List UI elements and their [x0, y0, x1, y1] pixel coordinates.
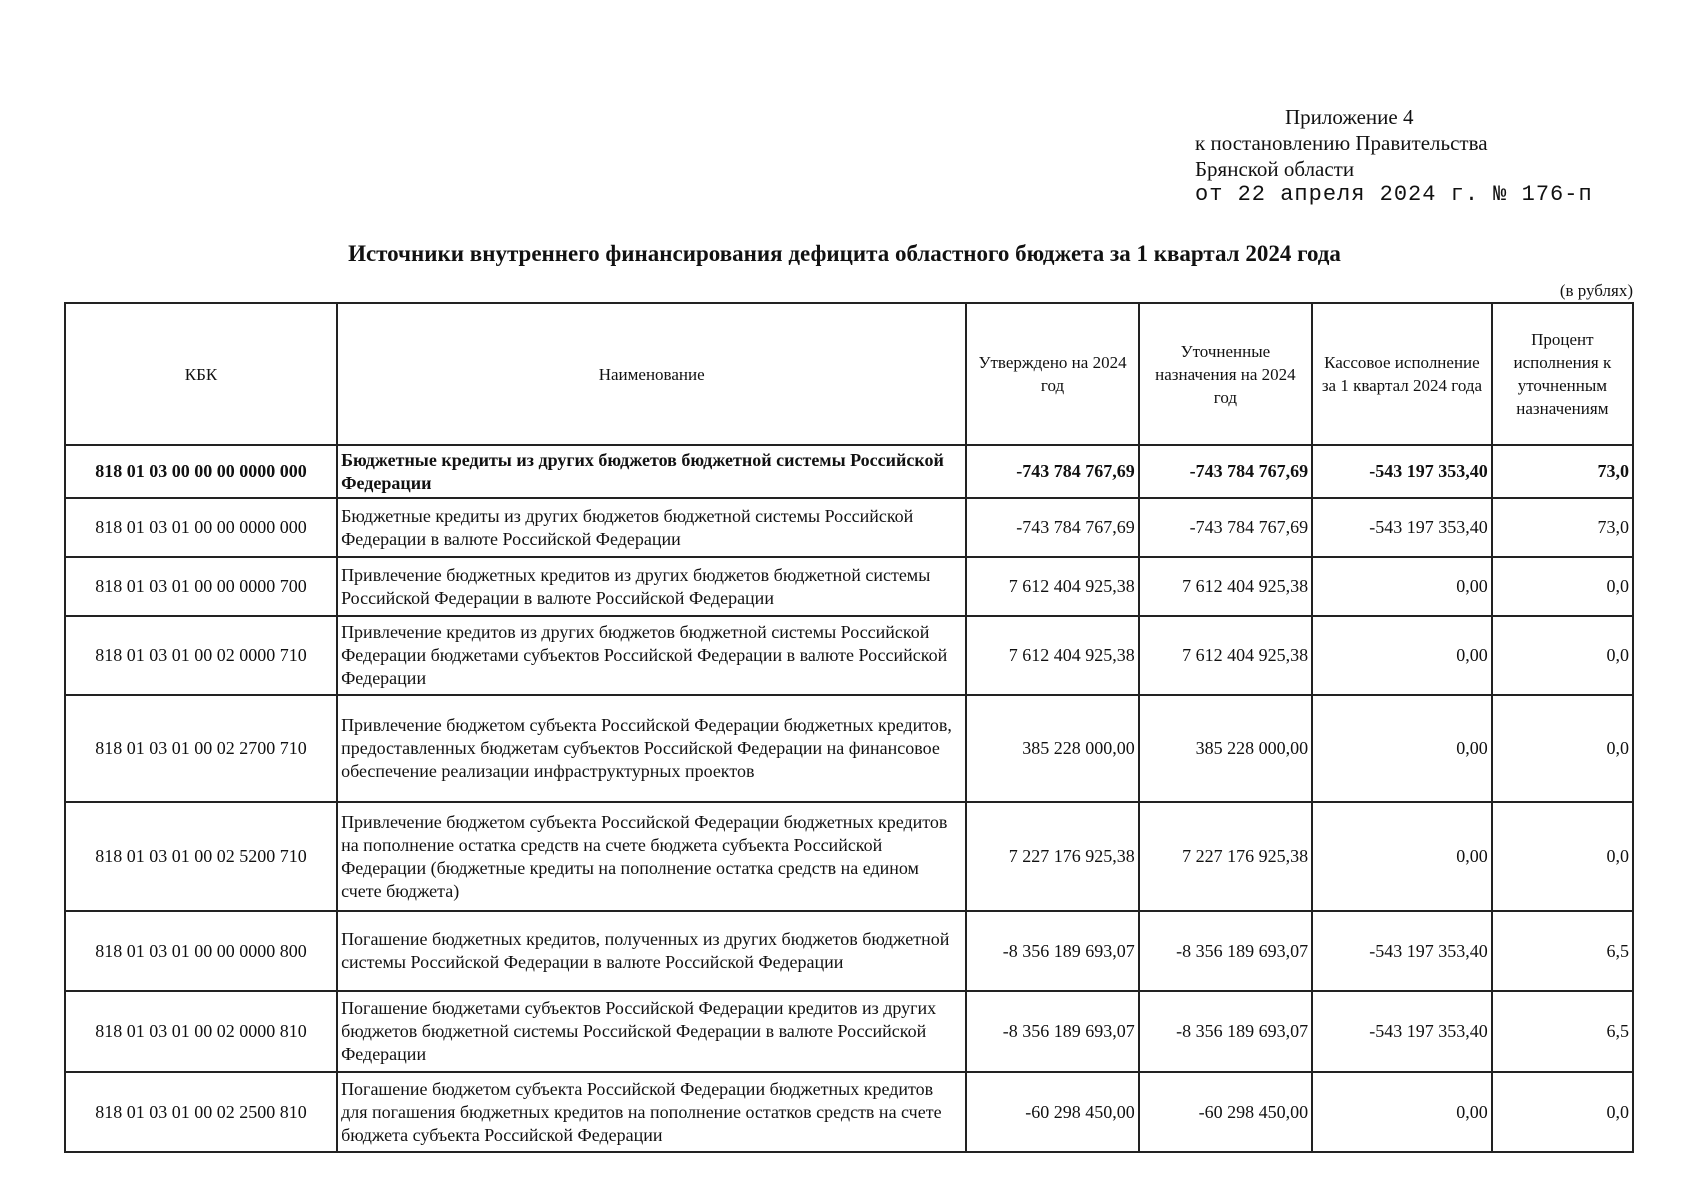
- appendix-block: [1195, 104, 1593, 208]
- cell-cash: 0,00: [1312, 616, 1492, 695]
- cell-kbk: 818 01 03 01 00 00 0000 800: [65, 911, 337, 991]
- table-row: [65, 695, 1633, 802]
- cell-approved: 7 227 176 925,38: [966, 802, 1138, 911]
- header-refined: Уточненные назначения на 2024 год: [1139, 303, 1312, 445]
- header-cash: Кассовое исполнение за 1 квартал 2024 года: [1312, 303, 1492, 445]
- cell-percent: 0,0: [1492, 802, 1633, 911]
- financing-table: [64, 302, 1634, 1153]
- cell-name: Привлечение бюджетом субъекта Российской Федерации бюджетных кредитов, предоставленных бюджетам субъектов Российской Федерации на финансовое обеспечение реализации инфраструктурных проектов: [337, 695, 966, 802]
- cell-approved: -8 356 189 693,07: [966, 911, 1138, 991]
- appendix-date: от 22 апреля 2024 г. № 176-п: [1195, 182, 1593, 207]
- appendix-resolution: к постановлению Правительства: [1195, 131, 1488, 155]
- cell-cash: 0,00: [1312, 695, 1492, 802]
- cell-percent: 6,5: [1492, 991, 1633, 1072]
- header-name: Наименование: [337, 303, 966, 445]
- cell-kbk: 818 01 03 01 00 02 2700 710: [65, 695, 337, 802]
- cell-percent: 0,0: [1492, 616, 1633, 695]
- cell-refined: 7 612 404 925,38: [1139, 557, 1312, 616]
- cell-approved: 7 612 404 925,38: [966, 557, 1138, 616]
- cell-refined: 385 228 000,00: [1139, 695, 1312, 802]
- cell-refined: -743 784 767,69: [1139, 445, 1312, 498]
- header-kbk: КБК: [65, 303, 337, 445]
- cell-refined: -8 356 189 693,07: [1139, 911, 1312, 991]
- cell-kbk: 818 01 03 01 00 00 0000 700: [65, 557, 337, 616]
- appendix-region: Брянской области: [1195, 157, 1355, 181]
- units-note: (в рублях): [1559, 281, 1633, 300]
- table-row: [65, 1072, 1633, 1152]
- cell-kbk: 818 01 03 01 00 00 0000 000: [65, 498, 337, 557]
- cell-cash: -543 197 353,40: [1312, 445, 1492, 498]
- cell-percent: 6,5: [1492, 911, 1633, 991]
- cell-name: Погашение бюджетом субъекта Российской Федерации бюджетных кредитов для погашения бюджетных кредитов на пополнение остатков средств на счете бюджета субъекта Российской Федерации: [337, 1072, 966, 1152]
- table-row: [65, 557, 1633, 616]
- cell-name: Погашение бюджетами субъектов Российской Федерации кредитов из других бюджетов бюджетной системы Российской Федерации в валюте Российской Федерации: [337, 991, 966, 1072]
- cell-refined: 7 612 404 925,38: [1139, 616, 1312, 695]
- cell-cash: -543 197 353,40: [1312, 991, 1492, 1072]
- cell-approved: 7 612 404 925,38: [966, 616, 1138, 695]
- cell-percent: 0,0: [1492, 695, 1633, 802]
- cell-cash: 0,00: [1312, 1072, 1492, 1152]
- header-approved: Утверждено на 2024 год: [966, 303, 1138, 445]
- cell-percent: 0,0: [1492, 557, 1633, 616]
- table-header-row: [65, 303, 1633, 445]
- cell-kbk: 818 01 03 00 00 00 0000 000: [65, 445, 337, 498]
- cell-refined: -8 356 189 693,07: [1139, 991, 1312, 1072]
- cell-percent: 73,0: [1492, 498, 1633, 557]
- cell-approved: -60 298 450,00: [966, 1072, 1138, 1152]
- cell-name: Погашение бюджетных кредитов, полученных из других бюджетов бюджетной системы Российской Федерации в валюте Российской Федерации: [337, 911, 966, 991]
- cell-kbk: 818 01 03 01 00 02 0000 810: [65, 991, 337, 1072]
- table-row: [65, 445, 1633, 498]
- cell-refined: -743 784 767,69: [1139, 498, 1312, 557]
- cell-approved: -743 784 767,69: [966, 445, 1138, 498]
- cell-name: Бюджетные кредиты из других бюджетов бюджетной системы Российской Федерации: [337, 445, 966, 498]
- cell-approved: -743 784 767,69: [966, 498, 1138, 557]
- cell-name: Бюджетные кредиты из других бюджетов бюджетной системы Российской Федерации в валюте Российской Федерации: [337, 498, 966, 557]
- cell-name: Привлечение кредитов из других бюджетов бюджетной системы Российской Федерации бюджетами субъектов Российской Федерации в валюте Российской Федерации: [337, 616, 966, 695]
- cell-name: Привлечение бюджетных кредитов из других бюджетов бюджетной системы Российской Федерации в валюте Российской Федерации: [337, 557, 966, 616]
- table-row: [65, 802, 1633, 911]
- table-row: [65, 911, 1633, 991]
- cell-kbk: 818 01 03 01 00 02 5200 710: [65, 802, 337, 911]
- cell-cash: 0,00: [1312, 802, 1492, 911]
- cell-cash: -543 197 353,40: [1312, 498, 1492, 557]
- table-row: [65, 991, 1633, 1072]
- table-row: [65, 498, 1633, 557]
- cell-kbk: 818 01 03 01 00 02 0000 710: [65, 616, 337, 695]
- cell-cash: 0,00: [1312, 557, 1492, 616]
- cell-refined: -60 298 450,00: [1139, 1072, 1312, 1152]
- cell-kbk: 818 01 03 01 00 02 2500 810: [65, 1072, 337, 1152]
- appendix-number: Приложение 4: [1285, 105, 1414, 129]
- document-title: Источники внутреннего финансирования дефицита областного бюджета за 1 квартал 2024 года: [348, 241, 1341, 266]
- cell-percent: 73,0: [1492, 445, 1633, 498]
- cell-name: Привлечение бюджетом субъекта Российской Федерации бюджетных кредитов на пополнение остатка средств на счете бюджета субъекта Российской Федерации (бюджетные кредиты на пополнение остатка средств на едином счете бюджета): [337, 802, 966, 911]
- cell-approved: -8 356 189 693,07: [966, 991, 1138, 1072]
- cell-percent: 0,0: [1492, 1072, 1633, 1152]
- cell-approved: 385 228 000,00: [966, 695, 1138, 802]
- cell-refined: 7 227 176 925,38: [1139, 802, 1312, 911]
- cell-cash: -543 197 353,40: [1312, 911, 1492, 991]
- header-percent: Процент исполнения к уточненным назначениям: [1492, 303, 1633, 445]
- table-row: [65, 616, 1633, 695]
